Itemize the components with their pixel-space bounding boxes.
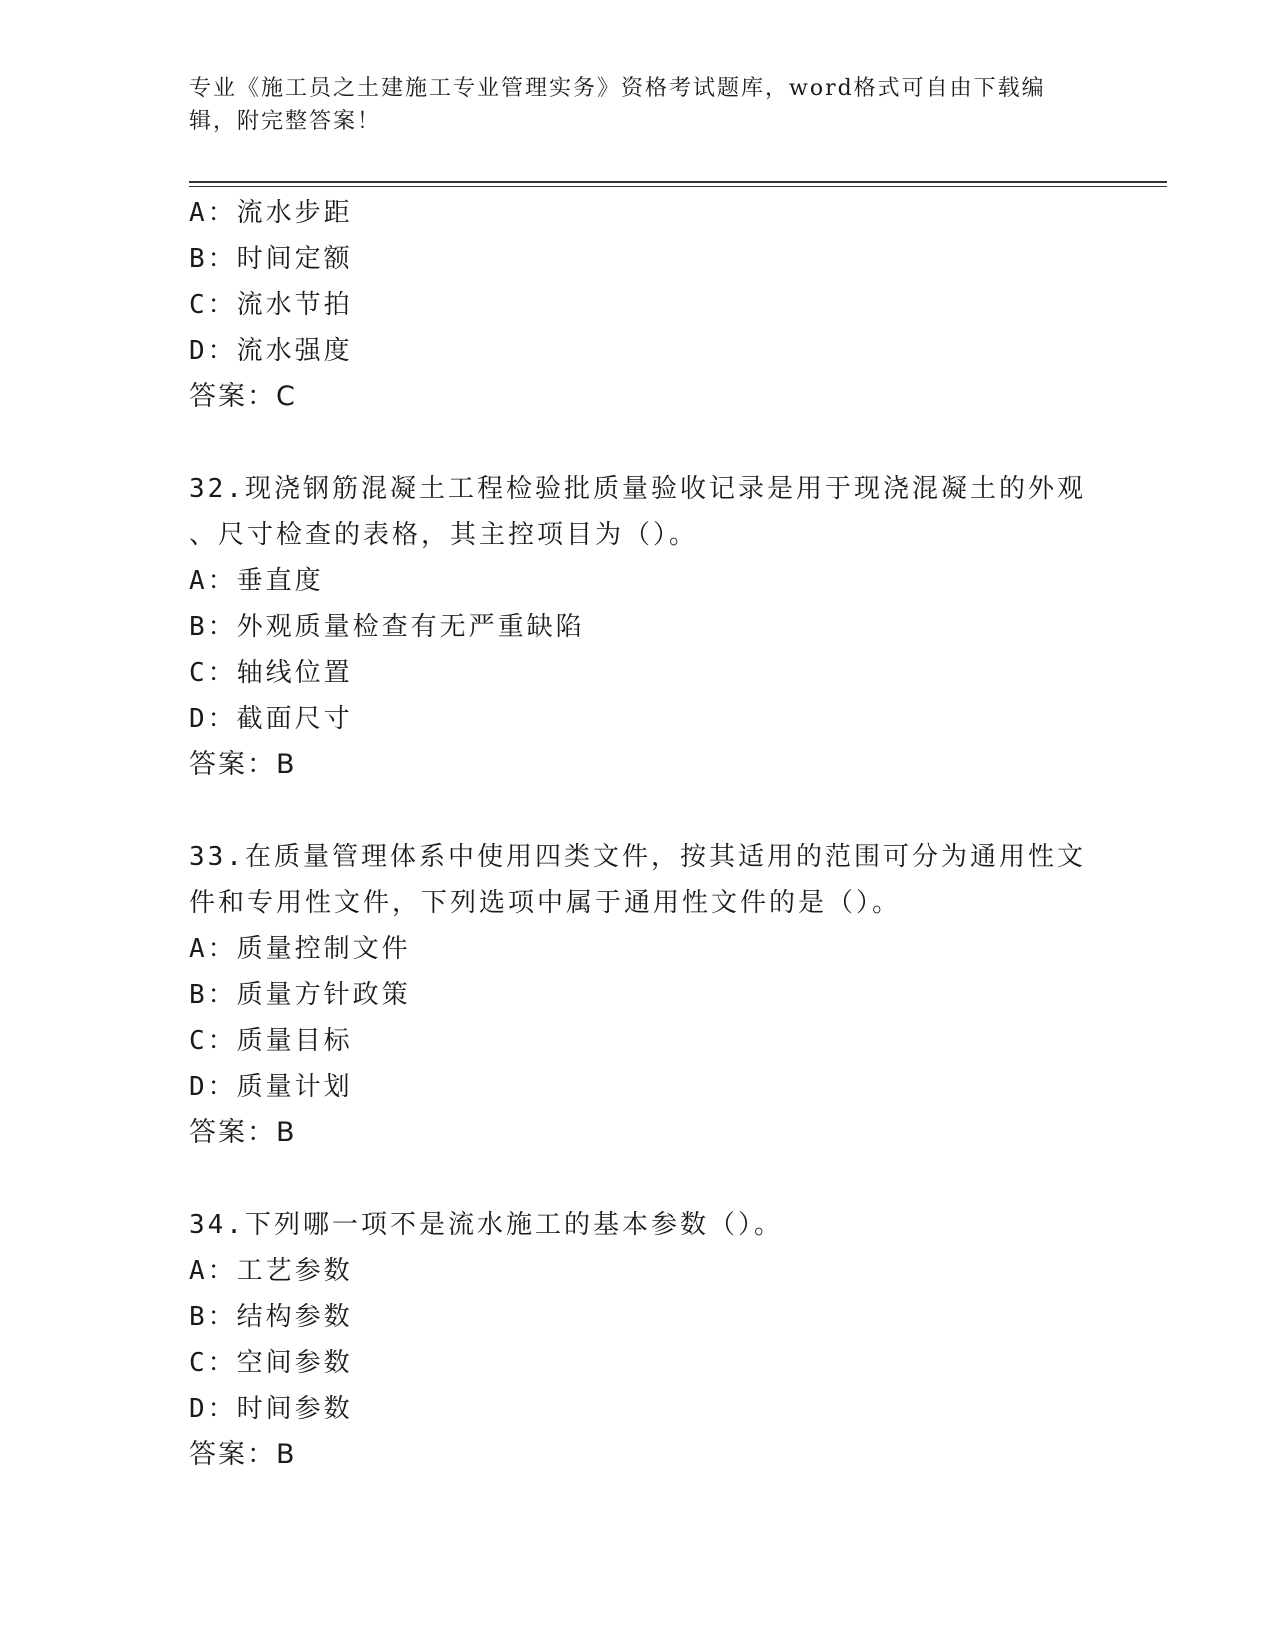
answer-34: 答案：B [189,1439,297,1470]
option-c: C：空间参数 [189,1348,353,1378]
answer-33: 答案：B [189,1117,297,1148]
answer-31: 答案：C [189,381,297,412]
option-d: D：截面尺寸 [189,704,353,734]
question-31 [189,190,1089,420]
question-stem-line-2: 件和专用性文件，下列选项中属于通用性文件的是（）。 [189,888,902,918]
option-b: B：结构参数 [189,1302,353,1332]
question-stem-line-1: 33.在质量管理体系中使用四类文件，按其适用的范围可分为通用性文 [189,842,1086,872]
question-34 [189,1202,1089,1478]
spacer [189,788,1089,834]
option-d: D：时间参数 [189,1394,353,1424]
option-b: B：质量方针政策 [189,980,411,1010]
header-line-1: 专业《施工员之土建施工专业管理实务》资格考试题库，word格式可自由下载编 [189,76,1046,101]
option-a: A：工艺参数 [189,1256,353,1286]
answer-32: 答案：B [189,749,297,780]
question-33 [189,834,1089,1156]
header-divider-thick [189,181,1167,183]
option-c: C：质量目标 [189,1026,353,1056]
option-b: B：时间定额 [189,244,353,274]
question-stem-line-1: 32.现浇钢筋混凝土工程检验批质量验收记录是用于现浇混凝土的外观 [189,474,1086,504]
question-stem-line-2: 、尺寸检查的表格，其主控项目为（）。 [189,520,699,550]
header-line-2: 辑，附完整答案！ [189,109,382,134]
document-header [189,72,1089,138]
option-d: D：质量计划 [189,1072,353,1102]
question-32 [189,466,1089,788]
option-a: A：质量控制文件 [189,934,411,964]
option-d: D：流水强度 [189,336,353,366]
option-c: C：轴线位置 [189,658,353,688]
option-a: A：垂直度 [189,566,324,596]
spacer [189,420,1089,466]
option-b: B：外观质量检查有无严重缺陷 [189,612,585,642]
question-list [189,190,1089,1478]
option-a: A：流水步距 [189,198,353,228]
question-stem-line-1: 34.下列哪一项不是流水施工的基本参数（）。 [189,1210,783,1240]
option-c: C：流水节拍 [189,290,353,320]
header-divider-thin [189,186,1167,187]
spacer [189,1156,1089,1202]
